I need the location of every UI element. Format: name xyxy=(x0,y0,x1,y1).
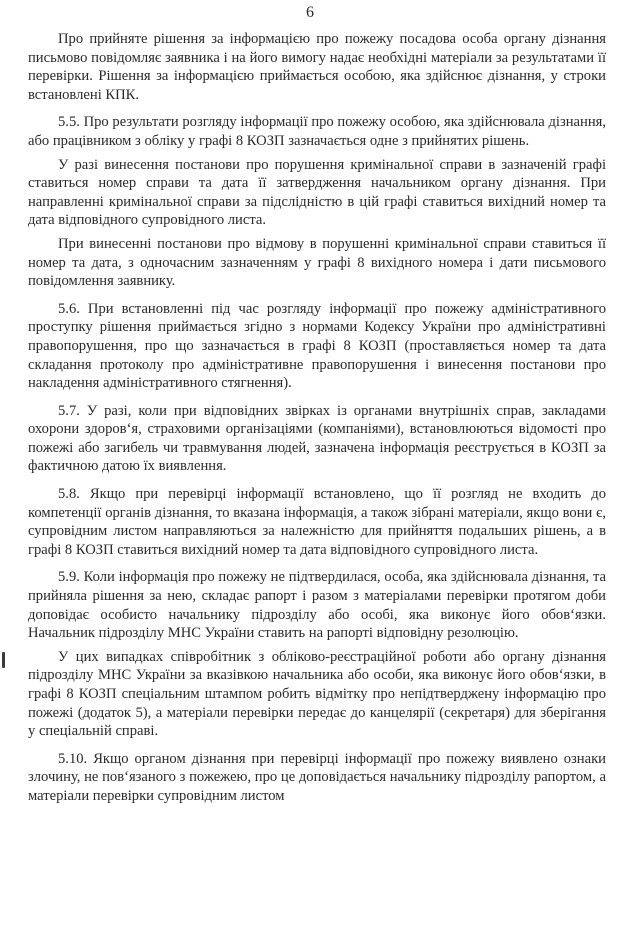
margin-mark xyxy=(2,652,5,668)
paragraph-5-9: 5.9. Коли інформація про пожежу не підтвердилася, особа, яка здійснювала дізнання, та прийняла рішення за нею, складає рапорт і разом з матеріалами перевірки протягом доби доповідає особисто начальнику підрозділу або особі, яка виконує його обов‘язки. Начальник підрозділу МНС України ставить на рапорті відповідну резолюцію. xyxy=(28,569,606,642)
paragraph-refusal: При винесенні постанови про відмову в порушенні кримінальної справи ставиться її номер та дата, з одночасним зазначенням у графі 8 вихідного номера і дати письмового повідомлення заявнику. xyxy=(28,235,606,290)
paragraph-5-7: 5.7. У разі, коли при відповідних звірках із органами внутрішніх справ, закладами охорони здоров‘я, страховими організаціями (компаніями), встановлюються відомості про пожежі або загибель чи травмування людей, зазначена інформація реєструється в КОЗП за фактичною датою їх виявлення. xyxy=(28,402,606,475)
paragraph-5-10: 5.10. Якщо органом дізнання при перевірці інформації про пожежу виявлено ознаки злочину, не пов‘язаного з пожежею, про це доповідається начальнику підрозділу рапортом, а матеріали перевірки супровідним листом xyxy=(28,750,606,804)
paragraph-unconfirmed-info: У цих випадках співробітник з обліково-реєстраційної роботи або органу дізнання підрозділу МНС України за вказівкою начальника або особи, яка виконує його обов‘язки, в графі 8 КОЗП спеціальним штампом робить відмітку про непідтверджену інформацію про пожежі (додаток 5), а матеріали перевірки передає до канцелярії (секретаря) для зберігання у спеціальній справі. xyxy=(28,648,606,740)
document-body xyxy=(28,30,606,815)
paragraph-5-8: 5.8. Якщо при перевірці інформації встановлено, що її розгляд не входить до компетенції органів дізнання, то вказана інформація, а також зібрані матеріали, якщо вони є, супровідним листом направляються за належністю для прийняття подальших рішень, а в графі 8 КОЗП ставиться вихідний номер та дата відповідного супровідного листа. xyxy=(28,486,606,558)
paragraph-5-6: 5.6. При встановленні під час розгляду інформації про пожежу адміністративного проступку рішення приймається згідно з нормами Кодексу України про адміністративні правопорушення, про що зазначається в графі 8 КОЗП (проставляється номер та дата складання протоколу про адміністративне правопорушення і винесення постанови про накладення адміністративного стягнення). xyxy=(28,300,606,392)
page-number: 6 xyxy=(306,4,314,21)
paragraph-decision-notice: Про прийняте рішення за інформацією про пожежу посадова особа органу дізнання письмово повідомляє заявника і на його вимогу надає необхідні матеріали за результатами її перевірки. Рішення за інформацією приймається особою, яка здійснює дізнання, у строки встановлені КПК. xyxy=(28,31,606,103)
paragraph-5-5: 5.5. Про результати розгляду інформації про пожежу особою, яка здійснювала дізнання, або працівником з обліку у графі 8 КОЗП зазначається одне з прийнятих рішень. xyxy=(28,114,606,149)
paragraph-criminal-case: У разі винесення постанови про порушення кримінальної справи в зазначеній графі ставиться номер справи та дата її затвердження начальником органу дізнання. При направленні кримінальної справи за підслідністю в цій графі ставиться вихідний номер та дата відповідного супровідного листа. xyxy=(28,156,606,229)
